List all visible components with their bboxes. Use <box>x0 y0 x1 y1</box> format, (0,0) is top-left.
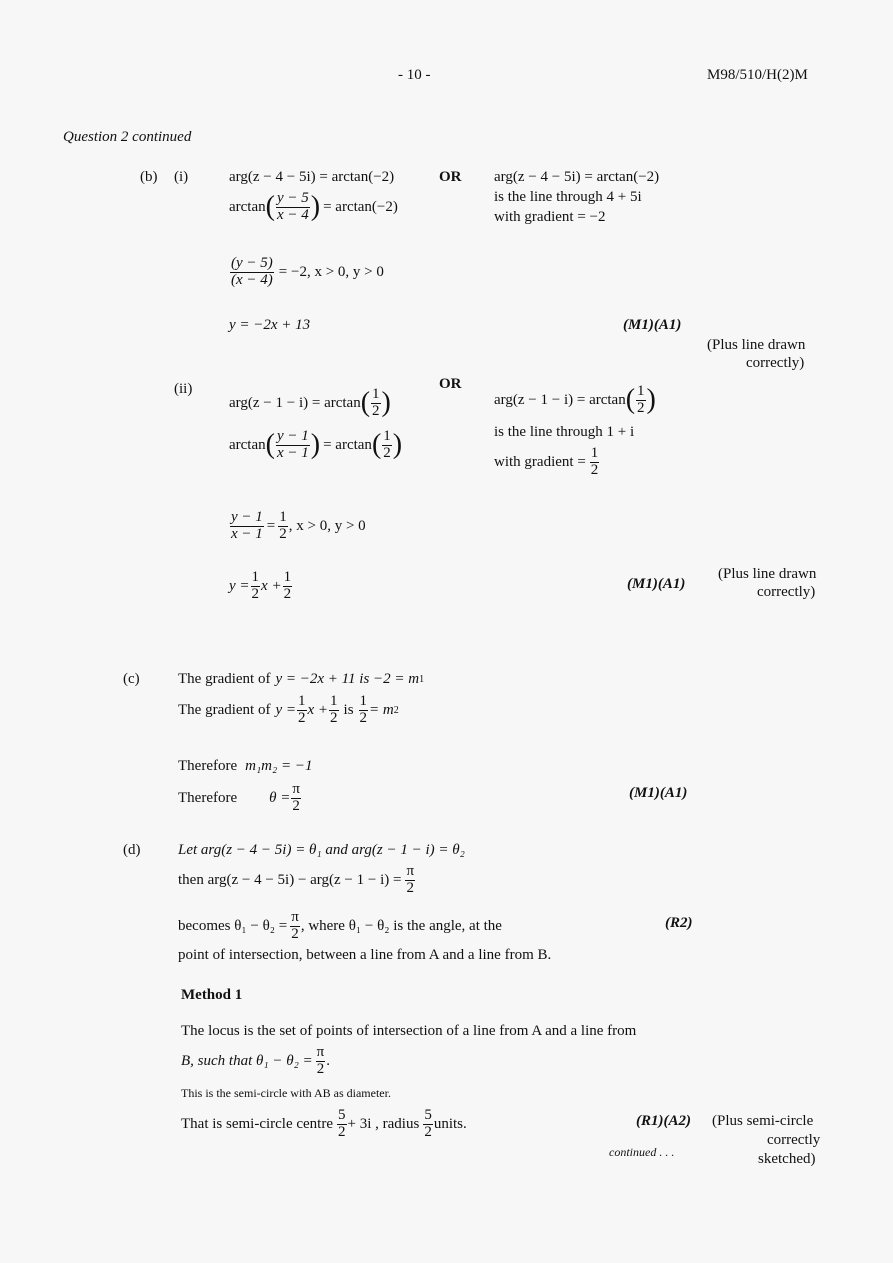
part-d-label: (d) <box>123 842 141 858</box>
fraction-numerator: 1 <box>298 692 306 709</box>
such-that-text: B, such that θ₁ − θ₂ = <box>181 1052 313 1069</box>
fraction-numerator: y − 5 <box>276 189 309 206</box>
fraction-denominator: x − 1 <box>231 525 263 542</box>
d-r2-marks: (R2) <box>665 915 693 931</box>
document-code: M98/510/H(2)M <box>707 67 808 83</box>
fraction <box>297 694 307 727</box>
c-line2-y: y = <box>275 701 296 718</box>
b-i-arctan-equation <box>229 187 398 227</box>
b-i-line1: arg(z − 4 − 5i) = arctan(−2) <box>229 169 395 185</box>
fraction <box>636 384 646 417</box>
d-semi-line: This is the semi-circle with AB as diameter. <box>181 1086 391 1100</box>
fraction-denominator: 2 <box>338 1123 346 1140</box>
b-ii-alt-line1 <box>494 380 656 420</box>
alt-line1-lhs: arg(z − 1 − i) = arctan <box>494 391 626 408</box>
left-paren: ( <box>265 191 275 222</box>
result-lhs: y = <box>229 577 250 594</box>
page-number: - 10 - <box>398 67 431 83</box>
c-line1-math: y = −2x + 11 is −2 = m <box>275 670 420 687</box>
fraction-denominator: 2 <box>298 709 306 726</box>
continued-note: continued . . . <box>609 1145 675 1159</box>
right-paren: ) <box>310 191 321 222</box>
fraction-denominator: 2 <box>406 879 415 896</box>
b-ii-marks: (M1)(A1) <box>627 576 686 592</box>
b-i-note-line2: correctly) <box>746 355 805 371</box>
fraction <box>251 570 261 603</box>
b-i-result: y = −2x + 13 <box>229 317 311 333</box>
fraction-denominator: 2 <box>383 444 391 461</box>
part-c-label: (c) <box>123 671 140 687</box>
fraction-denominator: 2 <box>590 461 599 478</box>
becomes-pre: becomes θ₁ − θ₂ = <box>178 917 288 934</box>
left-paren: ( <box>265 429 275 460</box>
fraction-denominator: 2 <box>279 525 287 542</box>
b-i-alt-line1: arg(z − 4 − 5i) = arctan(−2) <box>494 169 660 185</box>
fraction-numerator: π <box>292 780 300 797</box>
fraction-numerator: 1 <box>590 444 599 461</box>
fraction-numerator: 1 <box>283 568 292 585</box>
b-ii-arctan-equation <box>229 425 402 465</box>
fraction-denominator: 2 <box>251 585 260 602</box>
right-paren: ) <box>381 387 391 418</box>
d-note-line1: (Plus semi-circle <box>712 1113 814 1129</box>
d-becomes-line <box>178 906 502 946</box>
therefore-math: m₁m₂ = −1 <box>245 757 313 774</box>
then-text: then arg(z − 4 − 5i) − arg(z − 1 − i) = <box>178 871 402 888</box>
part-b-i-label: (i) <box>174 169 189 185</box>
fraction-denominator: 2 <box>291 925 299 942</box>
alt-line3-text: with gradient = <box>494 453 586 470</box>
fraction-numerator: 5 <box>338 1106 346 1123</box>
fraction-numerator: 1 <box>383 427 391 444</box>
fraction-denominator: 2 <box>316 1060 325 1077</box>
part-b-ii-label: (ii) <box>174 381 193 397</box>
right-paren: ) <box>392 429 403 460</box>
b-i-condition <box>229 252 384 292</box>
fraction-numerator: (y − 5) <box>231 254 273 271</box>
fraction <box>276 429 310 462</box>
fraction-denominator: 2 <box>283 585 292 602</box>
fraction-numerator: y − 1 <box>231 508 263 525</box>
b-ii-note-line1: (Plus line drawn <box>718 566 817 582</box>
arctan-word: arctan <box>229 436 266 453</box>
d-marks: (R1)(A2) <box>636 1113 691 1129</box>
fraction <box>590 446 600 479</box>
centre-post: units. <box>433 1115 467 1132</box>
c-line2-text: The gradient of <box>178 701 271 718</box>
fraction <box>359 694 369 727</box>
left-paren: ( <box>625 384 636 415</box>
b-ii-alt-line3 <box>494 442 600 482</box>
c-line1 <box>178 667 424 691</box>
b-ii-line1 <box>229 383 391 423</box>
or-label: OR <box>439 169 462 185</box>
condition-rhs: = −2, x > 0, y > 0 <box>278 263 384 280</box>
fraction <box>291 782 301 815</box>
question-heading: Question 2 continued <box>63 129 192 145</box>
d-such-that-line: B, such that θ₁ − θ₂ = $\frac{\pi}{2}$ . <box>181 1043 330 1077</box>
left-paren: ( <box>371 429 382 460</box>
fraction-denominator: 2 <box>330 709 338 726</box>
fraction-numerator: π <box>316 1043 325 1060</box>
left-paren: ( <box>360 387 371 418</box>
c-line2-mid: x + <box>307 701 329 718</box>
fraction-numerator: π <box>291 908 299 925</box>
fraction <box>337 1108 347 1141</box>
d-centre-line <box>181 1104 467 1144</box>
fraction-denominator: 2 <box>637 399 645 416</box>
eq-arctan: = arctan <box>323 436 372 453</box>
fraction <box>283 570 293 603</box>
fraction-numerator: π <box>406 862 415 879</box>
b-i-alt-line3: with gradient = −2 <box>494 209 606 225</box>
subscript: 1 <box>419 673 425 685</box>
b-i-marks: (M1)(A1) <box>623 317 682 333</box>
d-locus-line: The locus is the set of points of intersection of a line from A and a line from <box>181 1023 637 1039</box>
centre-pre: That is semi-circle centre <box>181 1115 334 1132</box>
centre-mid: + 3i , radius <box>347 1115 420 1132</box>
d-point-line: point of intersection, between a line from A and a line from B. <box>178 947 552 963</box>
fraction <box>276 191 310 224</box>
c-line1-text: The gradient of <box>178 670 271 687</box>
b-i-alt-line2: is the line through 4 + 5i <box>494 189 642 205</box>
fraction-numerator: 1 <box>359 692 368 709</box>
fraction <box>329 694 339 727</box>
d-then-line <box>178 860 416 900</box>
part-b-label: (b) <box>140 169 158 185</box>
or-label: OR <box>439 376 462 392</box>
subscript: 2 <box>393 704 399 716</box>
b-ii-condition: $\frac{y - 1}{x - 1}$ = $\frac{1}{2}$ , x > 0, y > 0 <box>231 508 366 542</box>
fraction-denominator: (x − 4) <box>231 271 273 288</box>
fraction-denominator: 2 <box>292 797 300 814</box>
c-therefore1 <box>178 755 312 777</box>
theta-eq: θ = <box>269 789 291 806</box>
c-line2 <box>178 690 399 730</box>
fraction-numerator: 5 <box>424 1106 432 1123</box>
fraction <box>278 510 288 543</box>
c-line2-is: is <box>343 701 354 718</box>
b-ii-note-line2: correctly) <box>757 584 816 600</box>
condition-rhs: , x > 0, y > 0 <box>288 517 366 534</box>
fraction-denominator: x − 1 <box>276 444 309 461</box>
fraction-numerator: 1 <box>251 568 260 585</box>
right-paren: ) <box>646 384 656 415</box>
b-ii-alt-line2: is the line through 1 + i <box>494 424 635 440</box>
d-note-line3: sketched) <box>758 1151 816 1167</box>
result-mid: x + <box>261 577 282 594</box>
method-heading: Method 1 <box>181 987 243 1003</box>
d-note-line2: correctly <box>767 1132 821 1148</box>
b-i-note-line1: (Plus line drawn <box>707 337 806 353</box>
c-line2-m: = m <box>369 701 394 718</box>
rhs: = arctan(−2) <box>323 198 398 215</box>
fraction <box>230 510 264 543</box>
therefore-word: Therefore <box>178 789 238 806</box>
fraction-denominator: 2 <box>372 402 380 419</box>
fraction <box>230 256 274 289</box>
fraction-denominator: 2 <box>424 1123 432 1140</box>
c-therefore2 <box>178 778 302 818</box>
fraction-numerator: 1 <box>372 385 380 402</box>
fraction <box>405 864 415 897</box>
fraction <box>382 429 392 462</box>
b-ii-result <box>229 566 293 606</box>
c-marks: (M1)(A1) <box>629 785 688 801</box>
line1-lhs: arg(z − 1 − i) = arctan <box>229 394 361 411</box>
fraction <box>290 910 300 943</box>
fraction-denominator: 2 <box>359 709 368 726</box>
fraction-denominator: x − 4 <box>276 206 309 223</box>
fraction-numerator: 1 <box>330 692 338 709</box>
therefore-word: Therefore <box>178 757 238 774</box>
fraction <box>371 387 381 420</box>
fraction-numerator: y − 1 <box>276 427 309 444</box>
fraction <box>423 1108 433 1141</box>
right-paren: ) <box>310 429 321 460</box>
fraction-numerator: 1 <box>279 508 287 525</box>
d-let-line: Let arg(z − 4 − 5i) = θ₁ and arg(z − 1 − i) = θ₂ <box>178 842 465 858</box>
arctan-word: arctan <box>229 198 266 215</box>
becomes-post: , where θ₁ − θ₂ is the angle, at the <box>300 917 502 934</box>
fraction <box>316 1045 326 1078</box>
fraction-numerator: 1 <box>637 382 645 399</box>
